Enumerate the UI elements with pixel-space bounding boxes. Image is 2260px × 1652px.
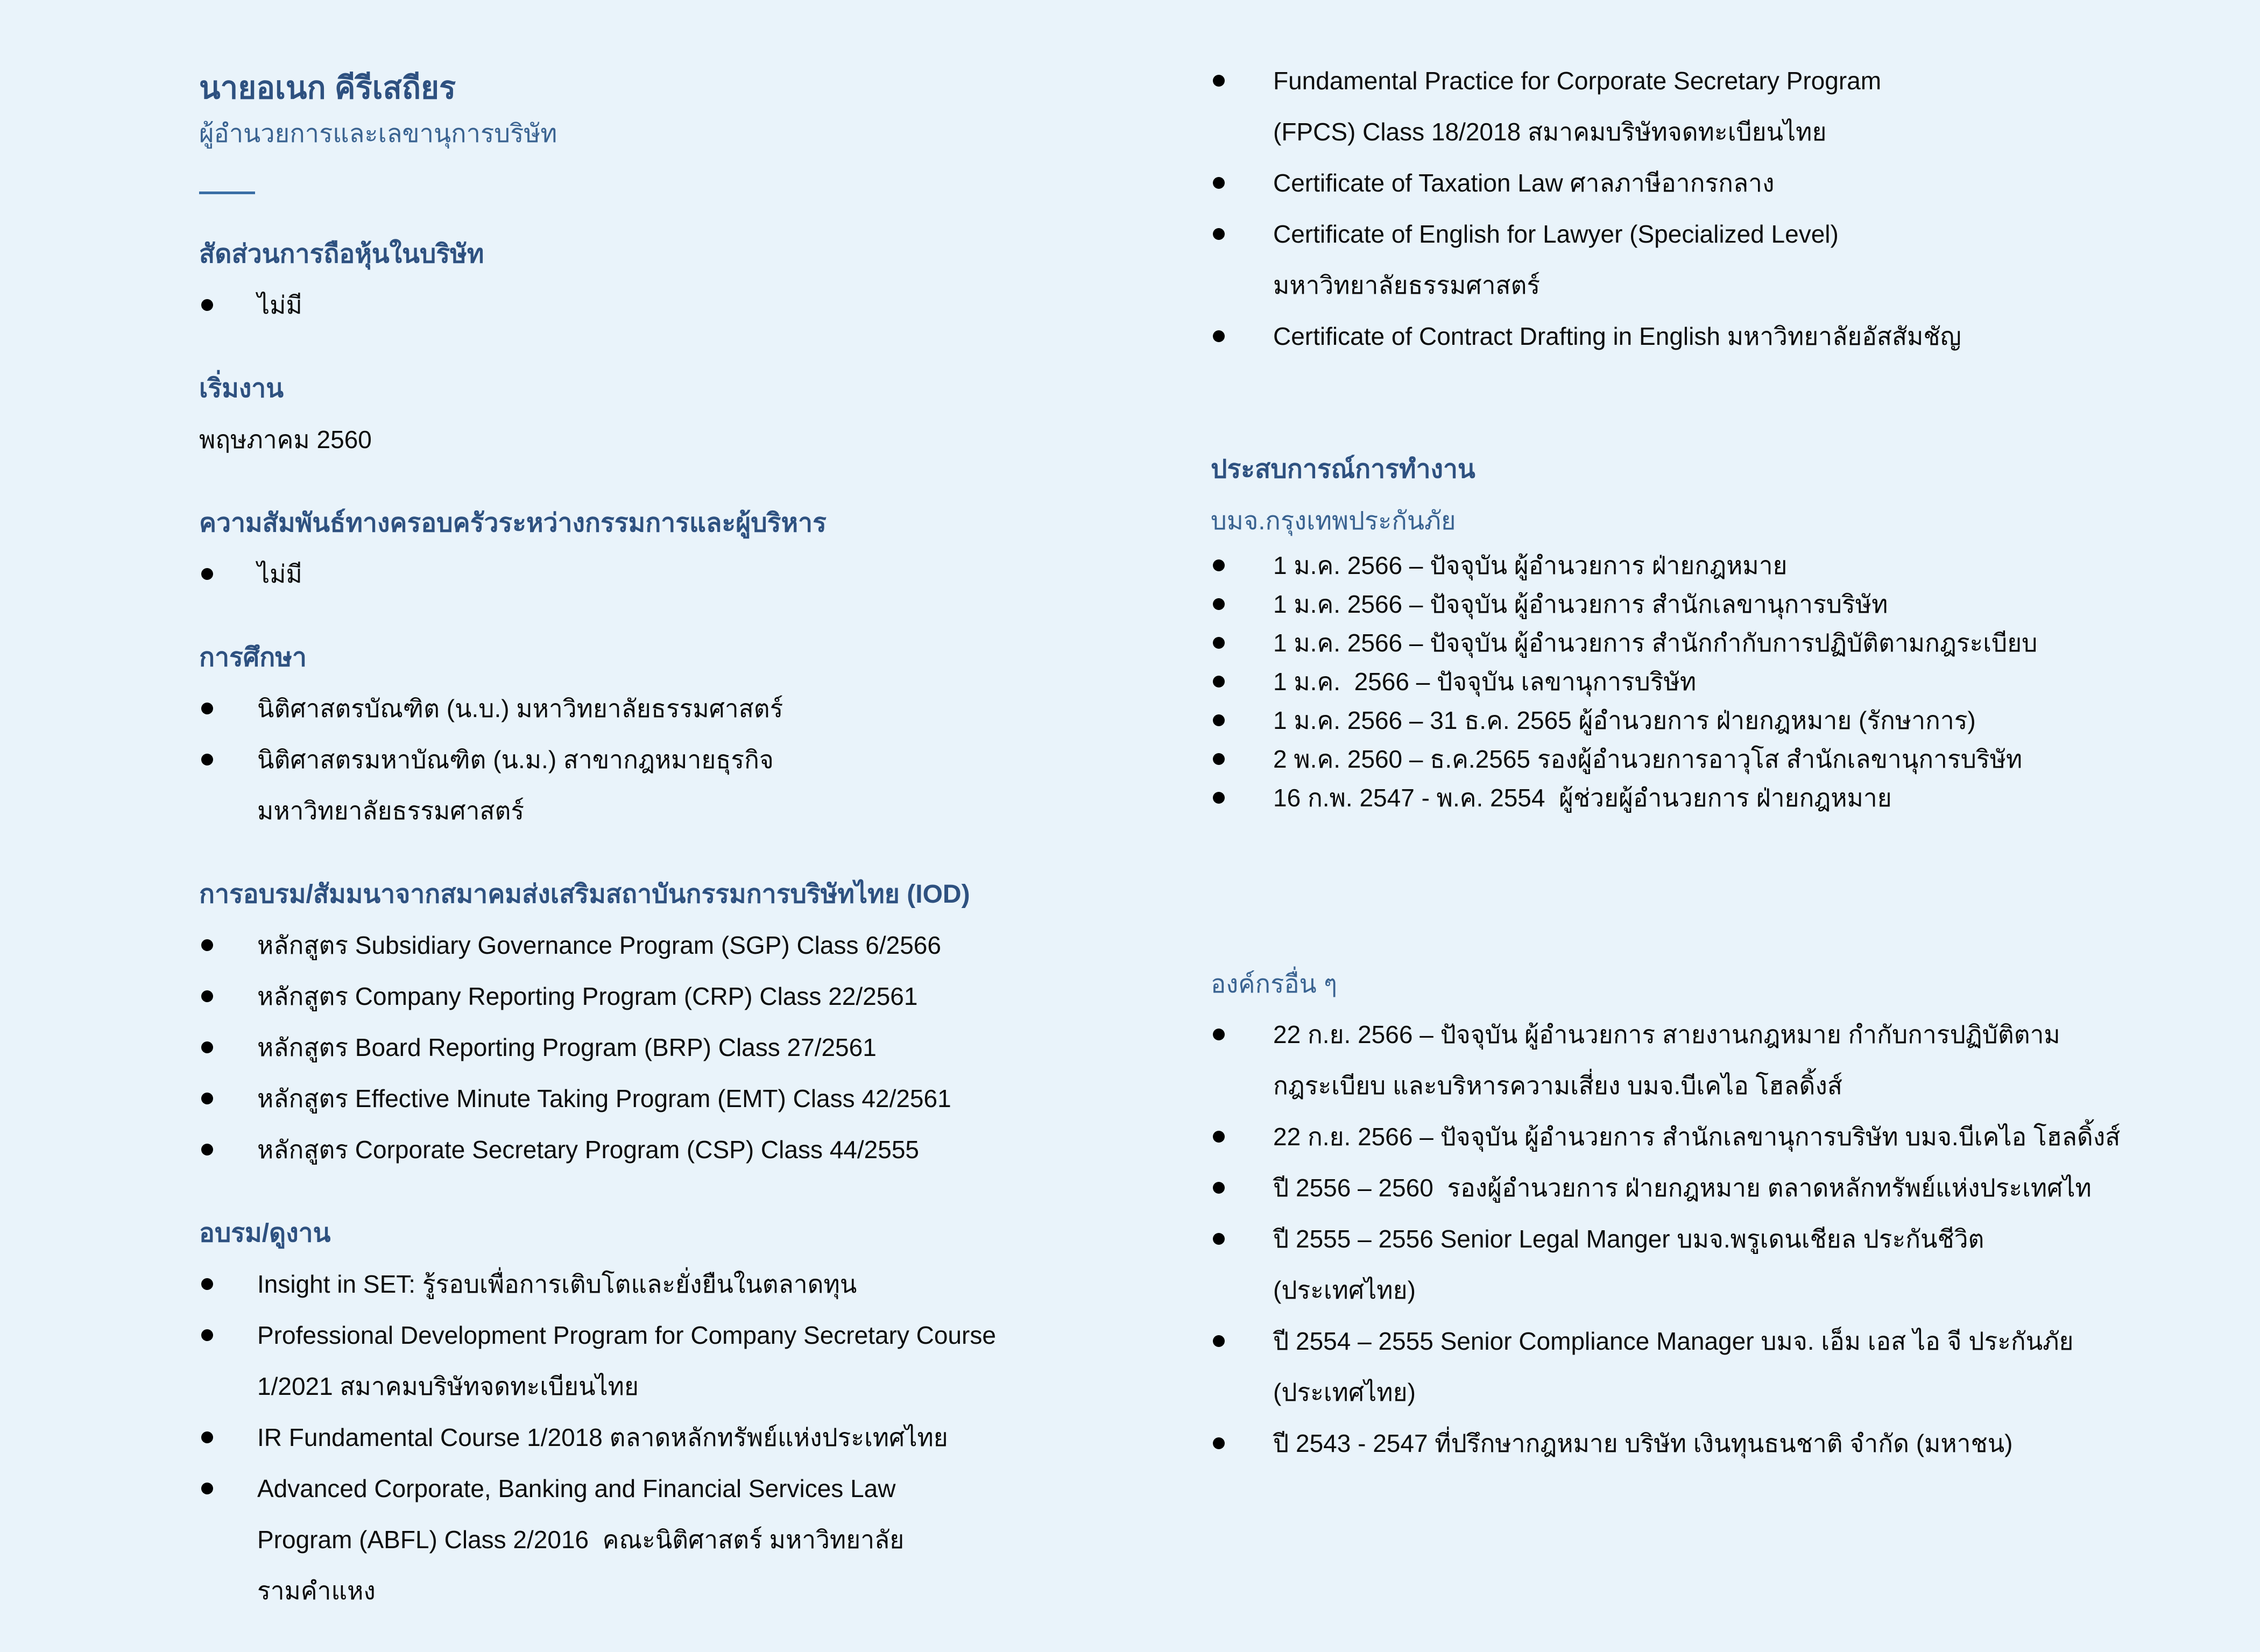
bullet-icon [1213,559,1225,571]
bullet-icon [1213,637,1225,649]
list-item [199,1022,1146,1073]
list-item-text: 1 ม.ค. 2566 – ปัจจุบัน ผู้อำนวยการ ฝ่ายกฎหมาย [1273,551,1788,579]
section-heading-start-work: เริ่มงาน [199,374,284,403]
bullet-icon [201,1144,213,1155]
list-item [199,549,1146,600]
list-item-text: Certificate of English for Lawyer (Specialized Level) [1273,220,1839,248]
list-item [199,1463,1146,1616]
list-item [199,280,1146,331]
list-item [1211,662,2241,701]
bullet-icon [201,939,213,951]
list-item-text: Fundamental Practice for Corporate Secretary Program [1273,67,1882,95]
list-item [1211,740,2241,778]
section-heading-education: การศึกษา [199,643,307,672]
bullet-icon [201,1329,213,1341]
bullet-icon [201,1093,213,1104]
list-item [1211,778,2241,817]
list-item [199,1073,1146,1124]
section-heading-experience: ประสบการณ์การทำงาน [1211,455,1475,484]
bullet-icon [1213,1233,1225,1245]
bullet-icon [201,703,213,714]
list-item-text: 1 ม.ค. 2566 – ปัจจุบัน ผู้อำนวยการ สำนักกำกับการปฏิบัติตามกฎระเบียบ [1273,629,2038,657]
list-item [199,1412,1146,1463]
bullet-icon [1213,330,1225,342]
list-item [199,683,1146,734]
bullet-icon [1213,228,1225,240]
bullet-icon [201,1431,213,1443]
list-item-text: (ประเทศไทย) [1273,1378,1416,1406]
list-item-text: 22 ก.ย. 2566 – ปัจจุบัน ผู้อำนวยการ สายงานกฎหมาย กำกับการปฏิบัติตาม [1273,1020,2060,1048]
list-item [199,971,1146,1022]
list-item [199,1310,1146,1412]
list-item [1211,1214,2241,1316]
bullet-icon [201,299,213,311]
list-item [1211,701,2241,740]
left-column [199,63,1146,1616]
start-work-date: พฤษภาคม 2560 [199,426,372,453]
certificates-list [1211,55,2241,362]
list-item-text: 22 ก.ย. 2566 – ปัจจุบัน ผู้อำนวยการ สำนักเลขานุการบริษัท บมจ.บีเคไอ โฮลดิ้งส์ [1273,1123,2121,1151]
bullet-icon [201,1041,213,1053]
list-item-text: Certificate of Taxation Law ศาลภาษีอากรกลาง [1273,169,1775,197]
list-item [199,734,1146,836]
section-heading-other-training: อบรม/ดูงาน [199,1219,331,1247]
list-item-text: Program (ABFL) Class 2/2016 คณะนิติศาสตร์ มหาวิทยาลัย [257,1526,905,1554]
list-item-text: นิติศาสตรมหาบัณฑิต (น.ม.) สาขากฎหมายธุรกิจ [257,746,774,774]
bullet-icon [1213,676,1225,687]
list-item-text: Advanced Corporate, Banking and Financial Services Law [257,1474,896,1502]
list-item-text: 1 ม.ค. 2566 – ปัจจุบัน ผู้อำนวยการ สำนักเลขานุการบริษัท [1273,590,1888,618]
list-item-text: นิติศาสตรบัณฑิต (น.บ.) มหาวิทยาลัยธรรมศาสตร์ [257,694,783,722]
bullet-icon [201,1483,213,1494]
list-item [1211,546,2241,585]
list-item-text: หลักสูตร Company Reporting Program (CRP) Class 22/2561 [257,982,918,1010]
list-item-text: ปี 2556 – 2560 รองผู้อำนวยการ ฝ่ายกฎหมาย ตลาดหลักทรัพย์แห่งประเทศไท [1273,1174,2092,1202]
section-heading-iod-training: การอบรม/สัมมนาจากสมาคมส่งเสริมสถาบันกรรมการบริษัทไทย (IOD) [199,880,970,909]
list-item-text: ปี 2543 - 2547 ที่ปรึกษากฎหมาย บริษัท เงินทุนธนชาติ จำกัด (มหาชน) [1273,1429,2013,1457]
list-item-text: มหาวิทยาลัยธรรมศาสตร์ [257,797,525,825]
shareholding-list [199,280,1146,331]
list-item-text: (FPCS) Class 18/2018 สมาคมบริษัทจดทะเบียนไทย [1273,118,1827,146]
list-item-text: หลักสูตร Subsidiary Governance Program (SGP) Class 6/2566 [257,931,941,959]
list-item-text: 1/2021 สมาคมบริษัทจดทะเบียนไทย [257,1372,639,1400]
bullet-icon [1213,75,1225,87]
section-heading-other-organizations: องค์กรอื่น ๆ [1211,969,1337,998]
section-heading-shareholding: สัดส่วนการถือหุ้นในบริษัท [199,240,484,268]
list-item-text: กฎระเบียบ และบริหารความเสี่ยง บมจ.บีเคไอ โฮลดิ้งส์ [1273,1072,1842,1100]
bullet-icon [1213,1131,1225,1143]
list-item-text: Professional Development Program for Company Secretary Course [257,1321,996,1349]
divider-line [199,192,255,194]
right-column [1211,55,2241,1469]
bullet-icon [201,990,213,1002]
list-item [199,1259,1146,1310]
person-position: ผู้อำนวยการและเลขานุการบริษัท [199,119,557,147]
list-item [1211,158,2241,209]
list-item-text: (ประเทศไทย) [1273,1276,1416,1304]
list-item-text: ไม่มี [257,560,302,588]
bullet-icon [1213,1335,1225,1347]
bullet-icon [1213,753,1225,765]
list-item-text: 1 ม.ค. 2566 – 31 ธ.ค. 2565 ผู้อำนวยการ ฝ่ายกฎหมาย (รักษาการ) [1273,706,1976,734]
list-item [1211,1316,2241,1418]
bullet-icon [1213,1182,1225,1194]
family-relation-list [199,549,1146,600]
bullet-icon [201,1278,213,1290]
experience-company: บมจ.กรุงเทพประกันภัย [1211,506,1456,535]
bullet-icon [1213,1437,1225,1449]
list-item-text: 16 ก.พ. 2547 - พ.ค. 2554 ผู้ช่วยผู้อำนวยการ ฝ่ายกฎหมาย [1273,784,1892,812]
bullet-icon [1213,792,1225,804]
list-item [199,920,1146,971]
list-item-text: Certificate of Contract Drafting in English มหาวิทยาลัยอัสสัมชัญ [1273,322,1961,350]
list-item-text: ปี 2554 – 2555 Senior Compliance Manager บมจ. เอ็ม เอส ไอ จี ประกันภัย [1273,1327,2074,1355]
list-item-text: ไม่มี [257,291,302,319]
list-item [1211,585,2241,623]
list-item-text: 1 ม.ค. 2566 – ปัจจุบัน เลขานุการบริษัท [1273,668,1697,696]
other-organizations-list [1211,1009,2241,1469]
iod-training-list [199,920,1146,1175]
list-item-text: 2 พ.ค. 2560 – ธ.ค.2565 รองผู้อำนวยการอาวุโส สำนักเลขานุการบริษัท [1273,745,2023,773]
list-item [1211,1009,2241,1111]
list-item-text: หลักสูตร Corporate Secretary Program (CSP) Class 44/2555 [257,1136,920,1164]
bullet-icon [1213,177,1225,189]
list-item-text: หลักสูตร Board Reporting Program (BRP) Class 27/2561 [257,1033,877,1061]
list-item [1211,1162,2241,1214]
bullet-icon [1213,598,1225,610]
bullet-icon [1213,1029,1225,1040]
list-item [199,1124,1146,1175]
list-item [1211,209,2241,311]
list-item [1211,311,2241,362]
list-item-text: IR Fundamental Course 1/2018 ตลาดหลักทรัพย์แห่งประเทศไทย [257,1423,948,1451]
bullet-icon [1213,714,1225,726]
bullet-icon [201,754,213,765]
list-item-text: ปี 2555 – 2556 Senior Legal Manger บมจ.พรูเดนเชียล ประกันชีวิต [1273,1225,1984,1253]
list-item-text: รามคำแหง [257,1577,376,1605]
list-item [1211,1418,2241,1469]
list-item-text: มหาวิทยาลัยธรรมศาสตร์ [1273,271,1541,299]
person-name: นายอเนก คีรีเสถียร [199,70,456,105]
list-item [1211,623,2241,662]
list-item [1211,1111,2241,1162]
section-heading-family-relation: ความสัมพันธ์ทางครอบครัวระหว่างกรรมการและผู้บริหาร [199,509,827,537]
experience-list [1211,546,2241,817]
bullet-icon [201,568,213,580]
other-training-list [199,1259,1146,1616]
list-item-text: หลักสูตร Effective Minute Taking Program (EMT) Class 42/2561 [257,1084,951,1112]
list-item-text: Insight in SET: รู้รอบเพื่อการเติบโตและยั่งยืนในตลาดทุน [257,1270,857,1298]
list-item [1211,55,2241,158]
education-list [199,683,1146,836]
